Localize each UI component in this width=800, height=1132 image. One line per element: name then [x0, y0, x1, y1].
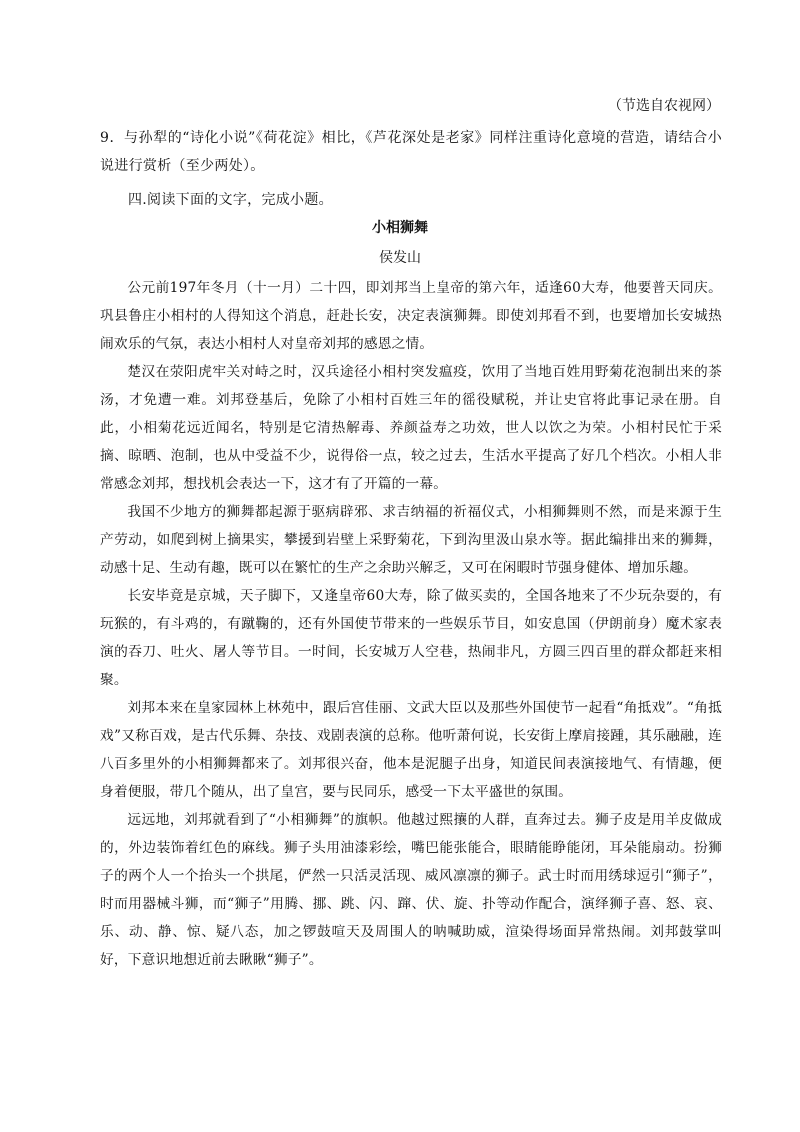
- story-body: [100, 274, 722, 974]
- question-9: 9．与孙犁的“诗化小说”《荷花淀》相比，《芦花深处是老家》同样注重诗化意境的营造，请结合小说进行赏析（至少两处）。: [100, 130, 722, 174]
- story-title: 小相狮舞: [372, 220, 428, 236]
- story-paragraph: 刘邦本来在皇家园林上林苑中，跟后宫佳丽、文武大臣以及那些外国使节一起看“角抵戏”。“角抵戏”又称百戏，是古代乐舞、杂技、戏剧表演的总称。他听萧何说，长安街上摩肩接踵，其乐融融，连八百多里外的小相狮舞都来了。刘邦很兴奋，他本是泥腿子出身，知道民间表演接地气、有情趣，便身着便服，带几个随从，出了皇宫，要与民同乐，感受一下太平盛世的氛围。: [100, 700, 722, 800]
- story-paragraph: 我国不少地方的狮舞都起源于驱病辟邪、求吉纳福的祈福仪式，小相狮舞则不然，而是来源于生产劳动，如爬到树上摘果实，攀援到岩壁上采野菊花，下到沟里汲山泉水等。据此编排出来的狮舞，动感十足、生动有趣，既可以在繁忙的生产之余助兴解乏，又可在闲暇时节强身健体、增加乐趣。: [100, 504, 722, 576]
- story-paragraph: 公元前197年冬月（十一月）二十四，即刘邦当上皇帝的第六年，适逢60大寿，他要普天同庆。巩县鲁庄小相村的人得知这个消息，赶赴长安，决定表演狮舞。即使刘邦看不到，也要增加长安城热闹欢乐的气氛，表达小相村人对皇帝刘邦的感恩之情。: [100, 280, 722, 352]
- story-paragraph: 远远地，刘邦就看到了“小相狮舞”的旗帜。他越过熙攘的人群，直奔过去。狮子皮是用羊皮做成的，外边装饰着红色的麻线。狮子头用油漆彩绘，嘴巴能张能合，眼睛能睁能闭，耳朵能扇动。扮狮子的两个人一个抬头一个拱尾，俨然一只活灵活现、威风凛凛的狮子。武士时而用绣球逗引“狮子”，时而用器械斗狮，而“狮子”用腾、挪、跳、闪、蹿、伏、旋、扑等动作配合，演绎狮子喜、怒、哀、乐、动、静、惊、疑八态，加之锣鼓喧天及周围人的呐喊助威，渲染得场面异常热闹。刘邦鼓掌叫好，下意识地想近前去瞅瞅“狮子”。: [100, 812, 722, 968]
- story-paragraph: 长安毕竟是京城，天子脚下，又逢皇帝60大寿，除了做买卖的，全国各地来了不少玩杂耍的，有玩猴的，有斗鸡的，有蹴鞠的，还有外国使节带来的一些娱乐节目，如安息国（伊朗前身）魔术家表演的吞刀、吐火、屠人等节目。一时间，长安城万人空巷，热闹非凡，方圆三四百里的群众都赶来相聚。: [100, 588, 722, 688]
- section-heading: 四.阅读下面的文字，完成小题。: [128, 192, 333, 208]
- story-author: 侯发山: [379, 250, 421, 266]
- story-paragraph: 楚汉在荥阳虎牢关对峙之时，汉兵途径小相村突发瘟疫，饮用了当地百姓用野菊花泡制出来的茶汤，才免遭一难。刘邦登基后，免除了小相村百姓三年的徭役赋税，并让史官将此事记录在册。自此，小相菊花远近闻名，特别是它清热解毒、养颜益寿之功效，世人以饮之为荣。小相村民忙于采摘、晾晒、泡制，也从中受益不少，说得俗一点，较之过去，生活水平提高了好几个档次。小相人非常感念刘邦，想找机会表达一下，这才有了开篇的一幕。: [100, 364, 722, 492]
- source-attribution: （节选自农视网）: [608, 98, 720, 114]
